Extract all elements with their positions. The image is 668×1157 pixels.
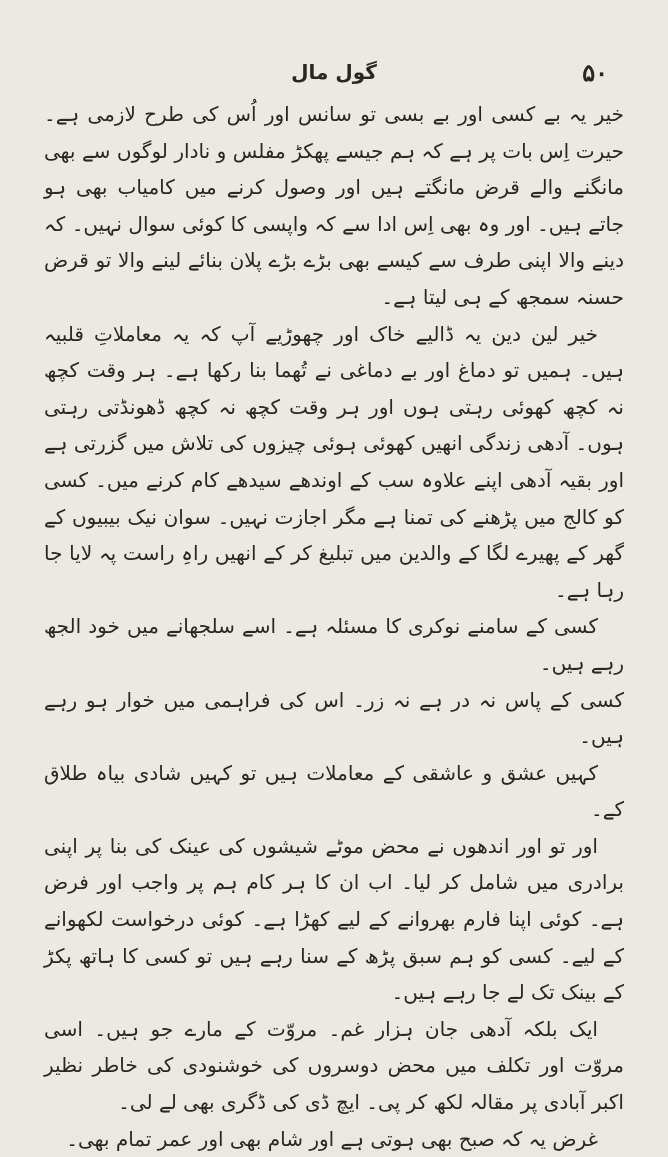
page-body xyxy=(44,96,624,1157)
paragraph: کہیں عشق و عاشقی کے معاملات ہیں تو کہیں شادی بیاہ طلاق کے۔ xyxy=(44,760,624,822)
paragraph: ایک بلکہ آدھی جان ہزار غم۔ مروّت کے مارے جو ہیں۔ اسی مروّت اور تکلف میں محض دوسروں کی خوشنودی کی خاطر نظیر اکبر آبادی پر مقالہ لکھ کر پی۔ ایچ ڈی کی ڈگری بھی لے لی۔ xyxy=(44,1016,624,1115)
paragraph: خیر یہ بے کسی اور بے بسی تو سانس اور اُس کی طرح لازمی ہے۔ حیرت اِس بات پر ہے کہ ہم جیسے پھکڑ مفلس و نادار لوگوں سے بھی مانگنے والے قرض مانگتے ہیں اور وصول کرنے میں کامیاب بھی ہو جاتے ہیں۔ اور وہ بھی اِس ادا سے کہ واپسی کا کوئی سوال نہیں۔ کہ دینے والا اپنی طرف سے کیسے بھی بڑے بڑے پلان بنائے لینے والا تو قرض حسنہ سمجھ کے ہی لیتا ہے۔ xyxy=(44,102,624,309)
paragraph: کسی کے پاس نہ در ہے نہ زر۔ اس کی فراہمی میں خوار ہو رہے ہیں۔ xyxy=(44,687,624,749)
paragraph: غرض یہ کہ صبح بھی ہوتی ہے اور شام بھی اور عمر تمام بھی۔ xyxy=(66,1126,598,1151)
paragraph: کسی کے سامنے نوکری کا مسئلہ ہے۔ اسے سلجھانے میں خود الجھ رہے ہیں۔ xyxy=(44,614,624,675)
page-number: ۵۰ xyxy=(582,58,608,87)
page-header xyxy=(0,54,668,94)
running-title: گول مال xyxy=(291,60,377,84)
paragraph: خیر لین دین یہ ڈالیے خاک اور چھوڑیے آپ کہ یہ معاملاتِ قلبیہ ہیں۔ ہمیں تو دماغ اور بے دماغی نے تُھما بنا رکھا ہے۔ ہر وقت کچھ نہ کچھ کھوئی رہتی ہوں اور ہر وقت کچھ نہ کچھ ڈھونڈتی رہتی ہوں۔ آدھی زندگی انھیں کھوئی ہوئی چیزوں کی تلاش میں گزرتی ہے اور بقیہ آدھی اپنے علاوہ سب کے اوندھے سیدھے کام کرنے میں۔ کسی کو کالج میں پڑھنے کی تمنا ہے مگر اجازت نہیں۔ سوان نیک بیبیوں کے گھر کے پھیرے لگا کے والدین میں تبلیغ کر کے انھیں راہِ راست پہ لایا جا رہا ہے۔ xyxy=(44,321,624,602)
paragraph: اور تو اور اندھوں نے محض موٹے شیشوں کی عینک کی بنا پر اپنی برادری میں شامل کر لیا۔ اب ان کا ہر کام ہم پر واجب اور فرض ہے۔ کوئی اپنا فارم بھروانے کے لیے کھڑا ہے۔ کوئی درخواست لکھوانے کے لیے۔ کسی کو ہم سبق پڑھ کے سنا رہے ہیں تو کسی کا ہاتھ پکڑ کے بینک تک لے جا رہے ہیں۔ xyxy=(44,833,624,1005)
